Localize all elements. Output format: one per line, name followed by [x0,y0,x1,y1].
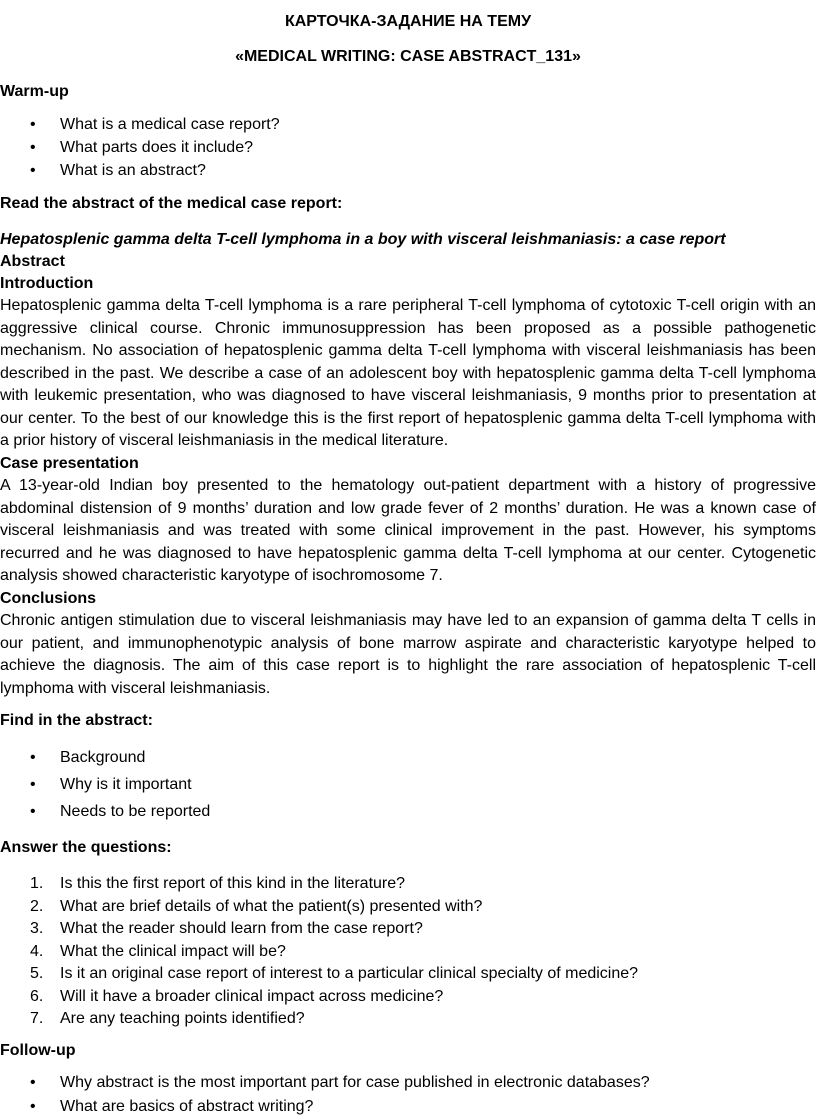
conclusions-heading: Conclusions [0,590,97,607]
list-item: • Background [0,747,816,774]
list-item: • What is a medical case report? [0,114,816,137]
item-number: 3. [30,920,44,937]
find-list [0,747,816,828]
list-item [0,963,816,986]
item-number: 4. [30,942,44,960]
case-presentation-heading: Case presentation [0,455,139,472]
list-item [0,918,816,941]
item-number: 2. [30,897,44,915]
read-heading: Read the abstract of the medical case report: [0,195,343,212]
find-heading: Find in the abstract: [0,712,153,729]
list-item: • What is an abstract? [0,160,816,183]
list-item [0,1008,816,1031]
list-item [0,941,816,964]
item-number: 7. [30,1010,44,1027]
followup-list [0,1072,816,1120]
list-item: • Needs to be reported [0,801,816,828]
article-title: Hepatosplenic gamma delta T-cell lymphoma in a boy with visceral leishmaniasis: a case report [0,231,726,248]
conclusions-text: Chronic antigen stimulation due to visceral leishmaniasis may have led to an expansion of gamma delta T cells in our patient, and immunophenotypic analysis of bone marrow aspirate and characteristic karyotype helped to achieve the diagnosis. The aim of this case report is to highlight the rare association of hepatosplenic T-cell lymphoma with visceral leishmaniasis. [0,612,816,697]
list-item: • What parts does it include? [0,137,816,160]
list-item: • Why abstract is the most important part for case published in electronic databases? [0,1072,816,1096]
list-item [0,986,816,1009]
question-text: Are any teaching points identified? [60,1010,305,1027]
item-number: 5. [30,965,44,982]
warmup-heading: Warm-up [0,83,69,100]
question-text: What the clinical impact will be? [60,942,286,960]
list-item [0,896,816,919]
question-text: Is this the first report of this kind in the literature? [60,875,406,892]
question-text: Will it have a broader clinical impact across medicine? [60,987,444,1005]
item-number: 6. [30,987,44,1005]
introduction-heading: Introduction [0,275,94,292]
list-item [0,873,816,896]
list-item: • Why is it important [0,774,816,801]
question-text: What are brief details of what the patient(s) presented with? [60,897,483,915]
followup-heading: Follow-up [0,1042,76,1059]
card-subtitle: «MEDICAL WRITING: CASE ABSTRACT_131» [235,48,581,65]
item-number: 1. [30,875,44,892]
answer-heading: Answer the questions: [0,839,172,856]
list-item: • What are basics of abstract writing? [0,1096,816,1120]
question-text: What the reader should learn from the case report? [60,920,423,937]
case-presentation-text: A 13-year-old Indian boy presented to the hematology out-patient department with a history of progressive abdominal distension of 9 months’ duration and low grade fever of 2 months’ duration. He was a known case of visceral leishmaniasis and was treated with some clinical improvement in the past. However, his symptoms recurred and he was diagnosed to have hepatosplenic gamma delta T-cell lymphoma at our center. Cytogenetic analysis showed characteristic karyotype of isochromosome 7. [0,477,816,584]
abstract-label: Abstract [0,253,65,270]
card-title: КАРТОЧКА-ЗАДАНИЕ НА ТЕМУ [284,13,532,30]
answer-list [0,873,816,1031]
warmup-list [0,114,816,183]
introduction-text: Hepatosplenic gamma delta T-cell lymphoma is a rare peripheral T-cell lymphoma of cytotoxic T-cell origin with an aggressive clinical course. Chronic immunosuppression has been proposed as a possible pathogenetic mechanism. No association of hepatosplenic gamma delta T-cell lymphoma with visceral leishmaniasis has been described in the past. We describe a case of an adolescent boy with hepatosplenic gamma delta T-cell lymphoma with leukemic presentation, who was diagnosed to have visceral leishmaniasis, 9 months prior to presentation at our center. To the best of our knowledge this is the first report of hepatosplenic gamma delta T-cell lymphoma with a prior history of visceral leishmaniasis in the medical literature. [0,297,816,449]
question-text: Is it an original case report of interest to a particular clinical specialty of medicine? [60,965,639,982]
